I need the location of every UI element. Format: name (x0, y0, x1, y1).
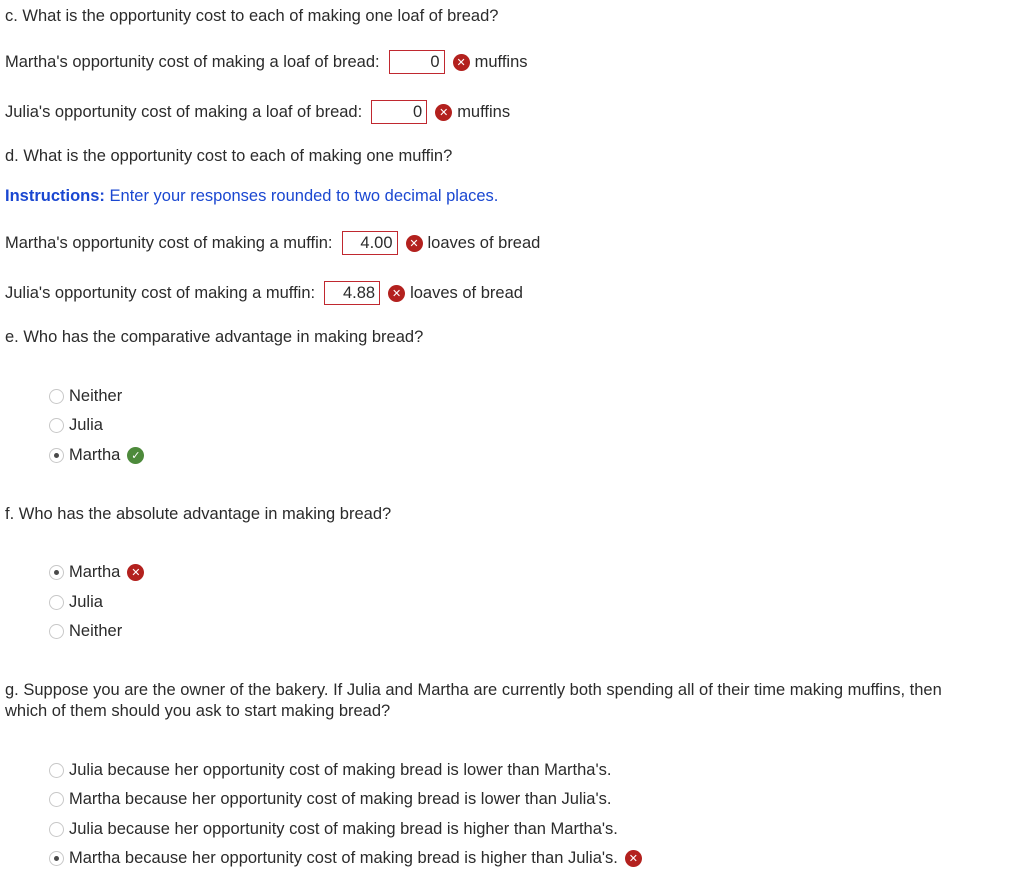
question-g-line2: which of them should you ask to start making bread? (5, 702, 391, 720)
radio-button[interactable] (49, 792, 64, 807)
julia-muffin-row (5, 281, 523, 305)
martha-loaf-row (5, 50, 528, 74)
question-e: e. Who has the comparative advantage in making bread? (5, 328, 424, 346)
radio-button[interactable] (49, 763, 64, 778)
instructions-label: Instructions: (5, 187, 105, 205)
radio-button[interactable] (49, 418, 64, 433)
radio-option[interactable] (49, 563, 149, 582)
radio-label: Julia because her opportunity cost of making bread is higher than Martha's. (69, 820, 618, 838)
question-g-line1: g. Suppose you are the owner of the bakery. If Julia and Martha are currently both spending all of their time making muffins, then (5, 681, 942, 699)
incorrect-icon: ✕ (388, 285, 405, 302)
question-d: d. What is the opportunity cost to each of making one muffin? (5, 147, 453, 165)
radio-button-selected[interactable] (49, 851, 64, 866)
radio-button-selected[interactable] (49, 565, 64, 580)
martha-muffin-row (5, 231, 540, 255)
martha-loaf-unit: muffins (474, 52, 528, 71)
incorrect-icon: ✕ (435, 104, 452, 121)
instructions (5, 187, 498, 206)
radio-option[interactable] (49, 416, 103, 435)
radio-button[interactable] (49, 595, 64, 610)
julia-loaf-label: Julia's opportunity cost of making a loaf of bread: (5, 102, 363, 121)
radio-label: Neither (69, 387, 123, 405)
julia-muffin-input[interactable]: 4.88 (324, 281, 380, 305)
julia-muffin-label: Julia's opportunity cost of making a muffin: (5, 283, 316, 302)
martha-muffin-label: Martha's opportunity cost of making a muffin: (5, 233, 333, 252)
radio-label: Neither (69, 622, 123, 640)
julia-loaf-input[interactable]: 0 (371, 100, 427, 124)
radio-option[interactable] (49, 387, 122, 406)
martha-muffin-unit: loaves of bread (427, 233, 541, 252)
radio-label: Julia (69, 593, 103, 611)
julia-loaf-row (5, 100, 510, 124)
radio-label: Martha because her opportunity cost of making bread is higher than Julia's. (69, 849, 618, 867)
radio-button-selected[interactable] (49, 448, 64, 463)
incorrect-icon: ✕ (625, 850, 642, 867)
radio-option[interactable] (49, 761, 611, 780)
radio-option[interactable] (49, 820, 618, 839)
radio-button[interactable] (49, 822, 64, 837)
radio-label: Julia (69, 416, 103, 434)
instructions-text: Enter your responses rounded to two decimal places. (109, 187, 499, 205)
correct-icon: ✓ (127, 447, 144, 464)
martha-loaf-label: Martha's opportunity cost of making a loaf of bread: (5, 52, 380, 71)
incorrect-icon: ✕ (127, 564, 144, 581)
radio-label: Martha (69, 563, 121, 581)
radio-option[interactable] (49, 849, 647, 868)
question-f: f. Who has the absolute advantage in making bread? (5, 505, 392, 523)
radio-option[interactable] (49, 593, 103, 612)
incorrect-icon: ✕ (406, 235, 423, 252)
question-c: c. What is the opportunity cost to each of making one loaf of bread? (5, 7, 499, 25)
radio-option[interactable] (49, 622, 122, 641)
martha-loaf-input[interactable]: 0 (389, 50, 445, 74)
radio-option[interactable] (49, 790, 611, 809)
martha-muffin-input[interactable]: 4.00 (342, 231, 398, 255)
julia-loaf-unit: muffins (457, 102, 511, 121)
julia-muffin-unit: loaves of bread (410, 283, 523, 302)
incorrect-icon: ✕ (453, 54, 470, 71)
radio-label: Martha (69, 446, 121, 464)
radio-option[interactable] (49, 446, 144, 465)
radio-button[interactable] (49, 624, 64, 639)
radio-label: Julia because her opportunity cost of making bread is lower than Martha's. (69, 761, 612, 779)
radio-button[interactable] (49, 389, 64, 404)
radio-label: Martha because her opportunity cost of making bread is lower than Julia's. (69, 790, 612, 808)
